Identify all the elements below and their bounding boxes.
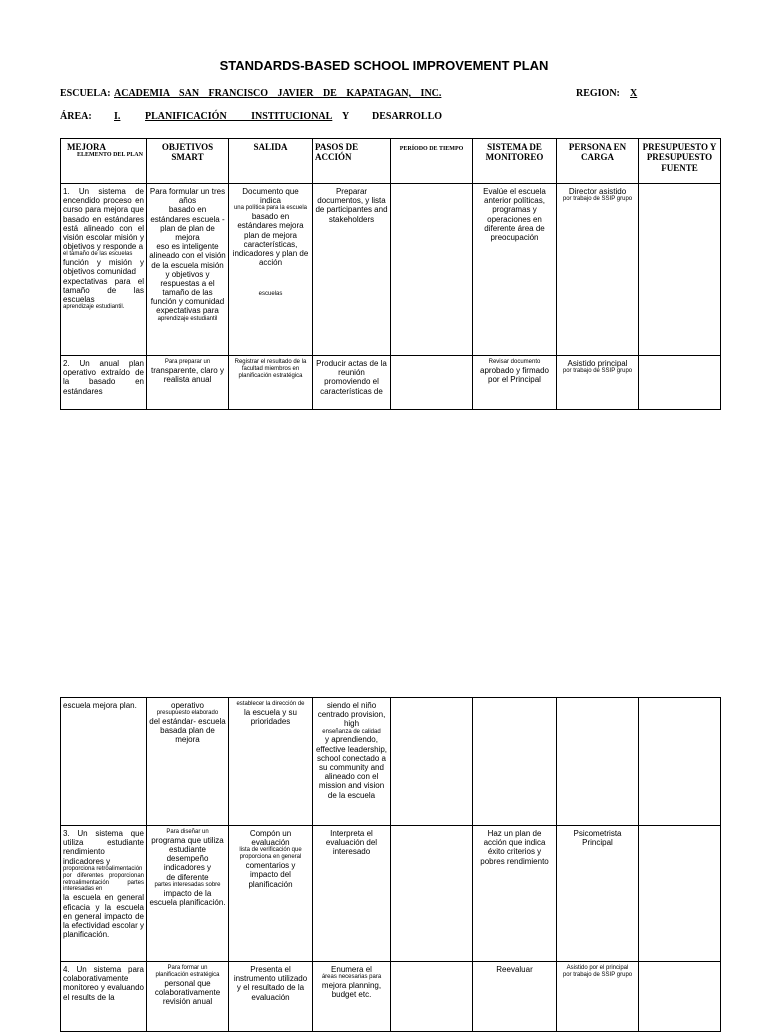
area-label: ÁREA:: [60, 111, 92, 122]
row3-periodo: [391, 826, 473, 962]
header-pasos: PASOS DE ACCIÓN: [313, 139, 391, 184]
escuela-value: ACADEMIA SAN FRANCISCO JAVIER DE KAPATAGAN, INC.: [114, 88, 442, 99]
row1-presupuesto: [639, 184, 721, 356]
row2-salida: Registrar el resultado de la facultad miembros en planificación estratégica: [229, 356, 313, 410]
row1-persona: Director asistido por trabajo de SSIP grupo: [557, 184, 639, 356]
area-conjunction: Y: [342, 111, 350, 122]
header-salida: SALIDA: [229, 139, 313, 184]
area-value: PLANIFICACIÓN INSTITUCIONAL: [145, 111, 333, 122]
row3-salida: Compón un evaluación lista de verificación que proporciona en general comentarios y impacto del planificación: [229, 826, 313, 962]
table-row: [61, 962, 721, 1032]
header-presupuesto: PRESUPUESTO Y PRESUPUESTO FUENTE: [639, 139, 721, 184]
row2b-periodo: [391, 698, 473, 826]
region-label: REGION:: [576, 88, 620, 99]
row4-presupuesto: [639, 962, 721, 1032]
row2-pasos: Producir actas de la reunión promoviendo el características de: [313, 356, 391, 410]
table-row: [61, 184, 721, 356]
area-value-2: DESARROLLO: [372, 111, 443, 122]
table-row: [61, 356, 721, 410]
table-row: [61, 826, 721, 962]
row1-objetivos: Para formular un tres años basado en estándares escuela - plan de plan de mejora eso es inteligente alineado con el visión de la escuela misión y objetivos y respuestas a el tamaño de las función y comunidad expectativas para aprendizaje estudiantil: [147, 184, 229, 356]
row4-periodo: [391, 962, 473, 1032]
row1-pasos: Preparar documentos, y lista de participantes and stakeholders: [313, 184, 391, 356]
row2-mejora: 2. Un anual plan operativo extraído de la basado en estándares: [61, 356, 147, 410]
row4-pasos: Enumera el áreas necesarias para mejora planning, budget etc.: [313, 962, 391, 1032]
page-title: STANDARDS-BASED SCHOOL IMPROVEMENT PLAN: [219, 58, 549, 73]
row1-mejora: 1. Un sistema de encendido proceso en curso para mejora que basado en estándares está alineado con el visión escolar misión y objetivos y responde a el tamaño de las escuelas función y misión y objetivos comunidad expectativas para el tamaño de las escuelas aprendizaje estudiantil.: [61, 184, 147, 356]
row2b-salida: establecer la dirección de la escuela y su prioridades: [229, 698, 313, 826]
plan-table-page-2: [60, 697, 721, 1032]
header-persona: PERSONA EN CARGA: [557, 139, 639, 184]
row3-objetivos: Para diseñar un programa que utiliza estudiante desempeño indicadores y de diferente partes interesadas sobre impacto de la escuela planificación.: [147, 826, 229, 962]
row2b-objetivos: operativo presupuesto elaborado del estándar- escuela basada plan de mejora: [147, 698, 229, 826]
row2-presupuesto: [639, 356, 721, 410]
plan-table-page-1: [60, 138, 721, 410]
row3-persona: Psicometrista Principal: [557, 826, 639, 962]
area-number: I.: [114, 111, 121, 122]
row4-mejora: 4. Un sistema para colaborativamente monitoreo y evaluando el results de la: [61, 962, 147, 1032]
row4-persona: Asistido por el principal por trabajo de SSIP grupo: [557, 962, 639, 1032]
row2b-persona: [557, 698, 639, 826]
row3-mejora: 3. Un sistema que utiliza estudiante rendimiento indicadores y proporciona retroalimentación por diferentes proporcionan retroalimentación partes interesadas en la escuela en general eficacia y la escuela en general impacto de la efectividad escolar y planificación.: [61, 826, 147, 962]
row3-sistema: Haz un plan de acción que indica éxito criterios y pobres rendimiento: [473, 826, 557, 962]
row4-objetivos: Para formar un planificación estratégica personal que colaborativamente revisión anual: [147, 962, 229, 1032]
row2b-pasos: siendo el niño centrado provision, high enseñanza de calidad y aprendiendo, effective leadership, school conectado a su community and alineado con el mission and vision de la escuela: [313, 698, 391, 826]
region-value: X: [630, 88, 638, 99]
escuela-label: ESCUELA:: [60, 88, 111, 99]
table-header-row: [61, 139, 721, 184]
row1-salida: Documento que indica una política para la escuela basado en estándares mejora plan de mejora características, indicadores y plan de acción escuelas: [229, 184, 313, 356]
header-periodo: PERÍODO DE TIEMPO: [391, 139, 473, 184]
row2-objetivos: Para preparar un transparente, claro y realista anual: [147, 356, 229, 410]
header-objetivos: OBJETIVOS SMART: [147, 139, 229, 184]
row3-pasos: Interpreta el evaluación del interesado: [313, 826, 391, 962]
header-mejora: MEJORA ELEMENTO DEL PLAN: [61, 139, 147, 184]
row2-sistema: Revisar documento aprobado y firmado por el Principal: [473, 356, 557, 410]
table-row: [61, 698, 721, 826]
row2b-sistema: [473, 698, 557, 826]
row1-periodo: [391, 184, 473, 356]
row4-salida: Presenta el instrumento utilizado y el resultado de la evaluación: [229, 962, 313, 1032]
header-sistema: SISTEMA DE MONITOREO: [473, 139, 557, 184]
row4-sistema: Reevaluar: [473, 962, 557, 1032]
row1-sistema: Evalúe el escuela anterior políticas, programas y operaciones en diferente área de preocupación: [473, 184, 557, 356]
row2-persona: Asistido principal por trabajo de SSIP grupo: [557, 356, 639, 410]
row2b-mejora: escuela mejora plan.: [61, 698, 147, 826]
row3-presupuesto: [639, 826, 721, 962]
row2-periodo: [391, 356, 473, 410]
row2b-presupuesto: [639, 698, 721, 826]
